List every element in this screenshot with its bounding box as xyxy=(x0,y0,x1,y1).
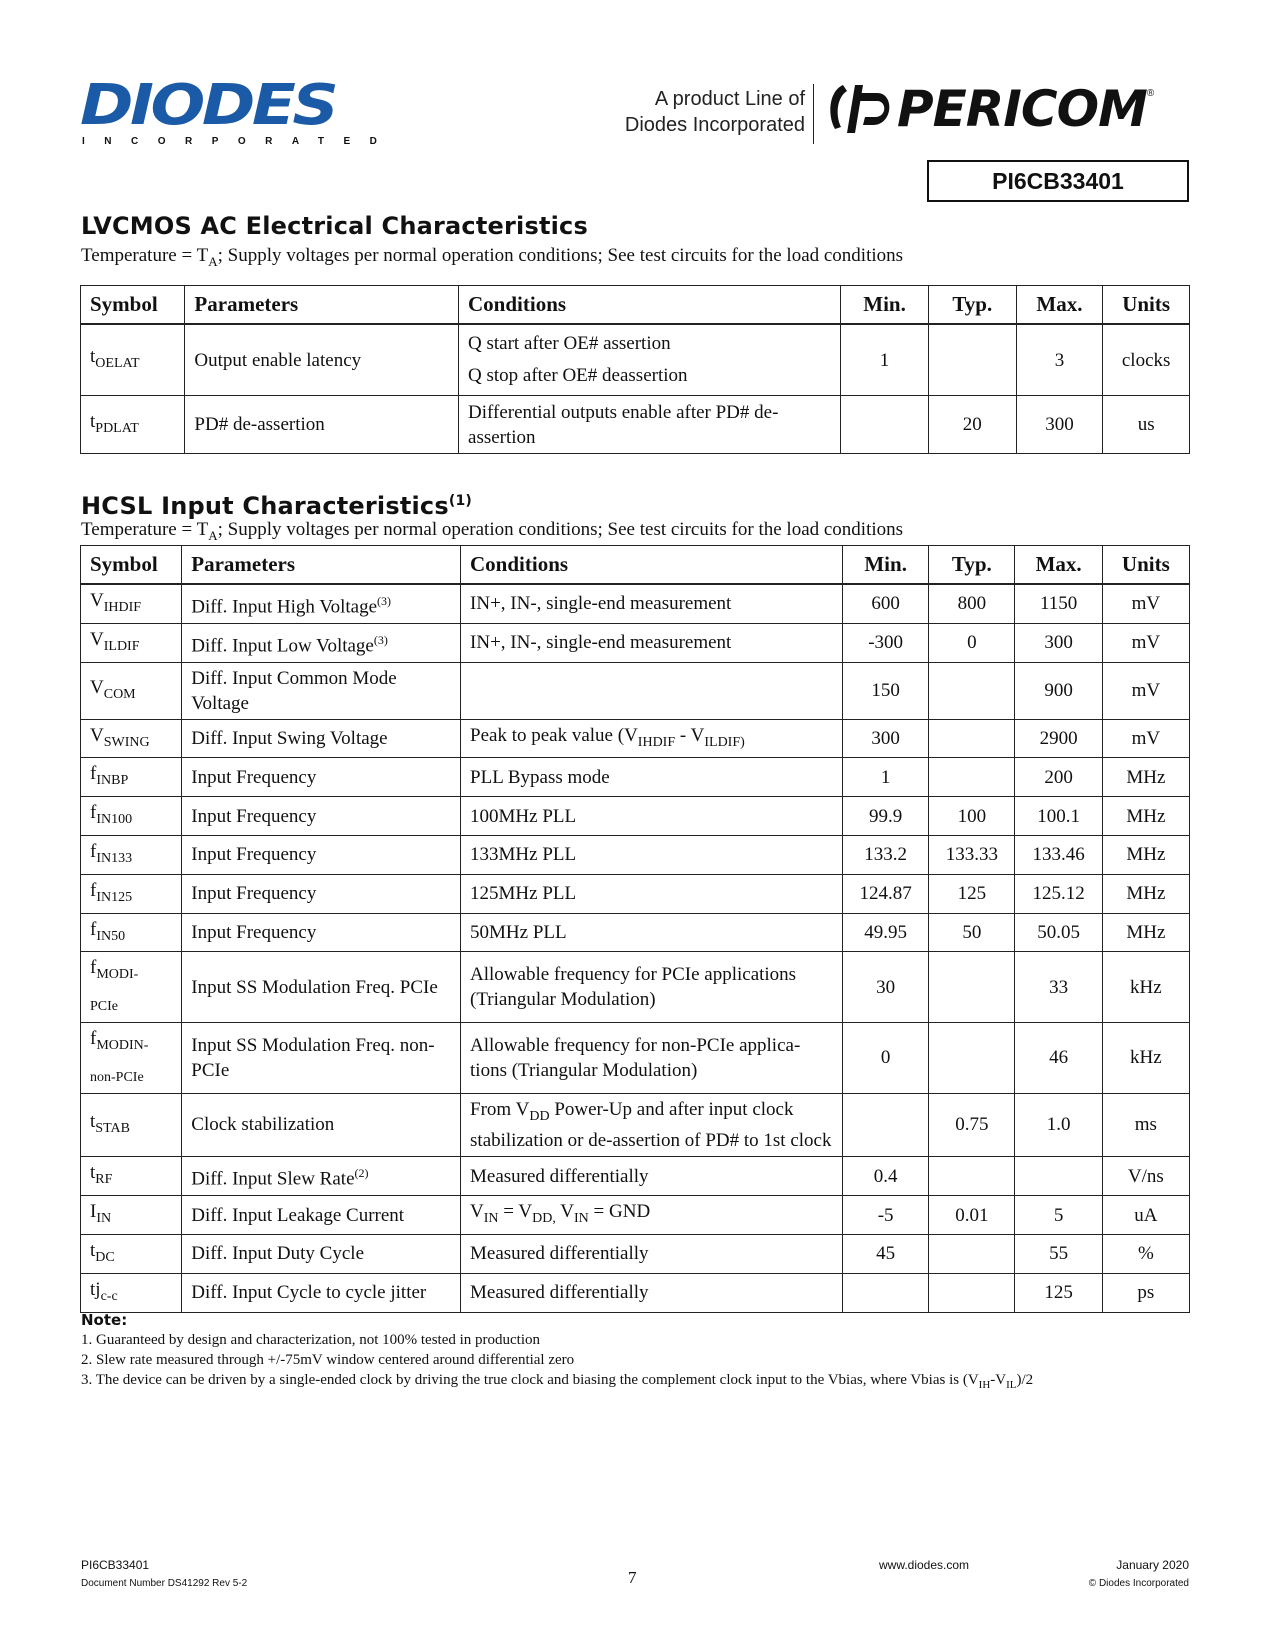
symbol-cell: $f_{IN50}$ xyxy=(81,913,182,952)
condition-cell: Allowable frequency for non-PCIe applica-tions (Triangular Modulation) xyxy=(461,1022,843,1093)
parameter-cell: Diff. Input Swing Voltage xyxy=(182,719,461,758)
typ-cell xyxy=(929,758,1015,797)
symbol-cell: $f_{MODIN-}$ $_{non-PCIe}$ xyxy=(81,1022,182,1093)
units-cell: MHz xyxy=(1102,797,1189,836)
table-row xyxy=(81,797,1190,836)
max-cell xyxy=(1015,1157,1102,1196)
typ-cell: 0.75 xyxy=(929,1093,1015,1157)
note-1: 1. Guaranteed by design and characterization, not 100% tested in production xyxy=(81,1332,541,1348)
footer-page-number: 7 xyxy=(628,1568,637,1587)
typ-cell xyxy=(929,952,1015,1023)
units-cell: % xyxy=(1102,1234,1189,1273)
table-row xyxy=(81,1022,1190,1093)
table-row xyxy=(81,1157,1190,1196)
max-cell: 133.46 xyxy=(1015,835,1102,874)
max-cell: 50.05 xyxy=(1015,913,1102,952)
parameter-cell: Clock stabilization xyxy=(182,1093,461,1157)
typ-cell: 20 xyxy=(928,396,1016,454)
product-line-1: A product Line of xyxy=(654,88,805,110)
min-cell: 1 xyxy=(843,758,929,797)
lvcmos-ac-table xyxy=(80,285,1190,454)
table-row xyxy=(81,835,1190,874)
min-cell: 300 xyxy=(843,719,929,758)
condition-cell: Allowable frequency for PCIe applications (Triangular Modulation) xyxy=(461,952,843,1023)
table-row xyxy=(81,952,1190,1023)
footer-copyright: © Diodes Incorporated xyxy=(1088,1578,1189,1589)
min-cell: 45 xyxy=(843,1234,929,1273)
symbol-cell: $tj_{c-c}$ xyxy=(81,1273,182,1312)
parameter-cell: PD# de-assertion xyxy=(185,396,459,454)
max-cell: 300 xyxy=(1015,623,1102,662)
parameter-cell: Input Frequency xyxy=(182,758,461,797)
condition-cell: 50MHz PLL xyxy=(461,913,843,952)
symbol-cell: $V_{SWING}$ xyxy=(81,719,182,758)
parameter-cell: Diff. Input Common Mode Voltage xyxy=(182,662,461,719)
units-cell: uA xyxy=(1102,1196,1189,1235)
product-line-text xyxy=(625,86,805,138)
parameter-cell: Diff. Input Slew Rate$^{(2)}$ xyxy=(182,1157,461,1196)
table-row xyxy=(81,662,1190,719)
parameter-cell: Diff. Input Low Voltage$^{(3)}$ xyxy=(182,623,461,662)
header-conditions: Conditions xyxy=(461,546,843,585)
typ-cell xyxy=(928,324,1016,396)
header-parameters: Parameters xyxy=(182,546,461,585)
units-cell: kHz xyxy=(1102,952,1189,1023)
min-cell xyxy=(843,1273,929,1312)
symbol-cell: $f_{IN133}$ xyxy=(81,835,182,874)
condition-cell xyxy=(461,662,843,719)
condition-cell: 125MHz PLL xyxy=(461,874,843,913)
table-row xyxy=(81,719,1190,758)
parameter-cell: Input SS Modulation Freq. PCIe xyxy=(182,952,461,1023)
table-header-row xyxy=(81,546,1190,585)
section1-conditions: Temperature = $T_A$; Supply voltages per normal operation conditions; See test circuits for the load conditions xyxy=(81,245,904,269)
max-cell: 125.12 xyxy=(1015,874,1102,913)
max-cell: 100.1 xyxy=(1015,797,1102,836)
units-cell: MHz xyxy=(1102,874,1189,913)
max-cell: 33 xyxy=(1015,952,1102,1023)
parameter-cell: Input Frequency xyxy=(182,797,461,836)
header-typ: Typ. xyxy=(929,546,1015,585)
footer-date: January 2020 xyxy=(1116,1558,1189,1572)
symbol-cell: $t_{STAB}$ xyxy=(81,1093,182,1157)
min-cell: 0 xyxy=(843,1022,929,1093)
typ-cell: 100 xyxy=(929,797,1015,836)
part-number-box: PI6CB33401 xyxy=(927,160,1189,202)
diodes-logo-text: DIODES xyxy=(80,73,336,138)
min-cell: 0.4 xyxy=(843,1157,929,1196)
min-cell: 1 xyxy=(841,324,929,396)
min-cell: -300 xyxy=(843,623,929,662)
typ-cell xyxy=(929,1157,1015,1196)
section2-title: HCSL Input Characteristics$^{(1)}$ xyxy=(81,492,472,520)
typ-cell xyxy=(929,662,1015,719)
notes-section xyxy=(81,1310,1033,1395)
units-cell: clocks xyxy=(1103,324,1190,396)
footer-website-link[interactable]: www.diodes.com xyxy=(879,1558,970,1572)
min-cell: -5 xyxy=(843,1196,929,1235)
units-cell: MHz xyxy=(1102,835,1189,874)
symbol-cell: $V_{COM}$ xyxy=(81,662,182,719)
typ-cell xyxy=(929,1273,1015,1312)
header-symbol: Symbol xyxy=(81,286,185,325)
note-2: 2. Slew rate measured through +/-75mV window centered around differential zero xyxy=(81,1352,575,1368)
parameter-cell: Input Frequency xyxy=(182,874,461,913)
typ-cell: 125 xyxy=(929,874,1015,913)
typ-cell xyxy=(929,1234,1015,1273)
condition-cell: Measured differentially xyxy=(461,1273,843,1312)
header-divider xyxy=(813,84,814,144)
units-cell: ps xyxy=(1102,1273,1189,1312)
diodes-logo-subtext: INCORPORATED xyxy=(82,136,397,147)
header-units: Units xyxy=(1103,286,1190,325)
typ-cell xyxy=(929,1022,1015,1093)
typ-cell: 50 xyxy=(929,913,1015,952)
typ-cell: 133.33 xyxy=(929,835,1015,874)
typ-cell xyxy=(929,719,1015,758)
table-row xyxy=(81,324,1190,396)
typ-cell: 0 xyxy=(929,623,1015,662)
symbol-cell: $f_{MODI-}$ $_{PCIe}$ xyxy=(81,952,182,1023)
symbol-cell: $t_{DC}$ xyxy=(81,1234,182,1273)
table-row xyxy=(81,874,1190,913)
section2-conditions: Temperature = $T_A$; Supply voltages per normal operation conditions; See test circuits for the load conditions xyxy=(81,519,904,543)
registered-mark: ® xyxy=(1146,88,1155,99)
parameter-cell: Diff. Input Cycle to cycle jitter xyxy=(182,1273,461,1312)
symbol-cell: $t_{PDLAT}$ xyxy=(81,396,185,454)
min-cell: 99.9 xyxy=(843,797,929,836)
table-row xyxy=(81,1273,1190,1312)
max-cell: 2900 xyxy=(1015,719,1102,758)
parameter-cell: Input Frequency xyxy=(182,835,461,874)
table-row xyxy=(81,623,1190,662)
max-cell: 200 xyxy=(1015,758,1102,797)
condition-cell: 100MHz PLL xyxy=(461,797,843,836)
table-row xyxy=(81,1093,1190,1157)
units-cell: us xyxy=(1103,396,1190,454)
condition-cell: Peak to peak value ($V_{IHDIF} - V_{ILDIF)}$ xyxy=(461,719,843,758)
condition-cell: $V_{IN} = V_{DD,}$ $V_{IN}$ = GND xyxy=(461,1196,843,1235)
min-cell: 600 xyxy=(843,584,929,623)
table-row xyxy=(81,1196,1190,1235)
condition-cell: 133MHz PLL xyxy=(461,835,843,874)
max-cell: 900 xyxy=(1015,662,1102,719)
pericom-logo-text: PERICOM xyxy=(897,80,1147,138)
table-row xyxy=(81,396,1190,454)
symbol-cell: $I_{IN}$ xyxy=(81,1196,182,1235)
table-header-row xyxy=(81,286,1190,325)
symbol-cell: $V_{ILDIF}$ xyxy=(81,623,182,662)
symbol-cell: $f_{INBP}$ xyxy=(81,758,182,797)
notes-title: Note: xyxy=(81,1311,128,1329)
table-row xyxy=(81,584,1190,623)
units-cell: MHz xyxy=(1102,758,1189,797)
units-cell: mV xyxy=(1102,623,1189,662)
header-conditions: Conditions xyxy=(459,286,841,325)
header-min: Min. xyxy=(843,546,929,585)
condition-cell: IN+, IN-, single-end measurement xyxy=(461,623,843,662)
units-cell: V/ns xyxy=(1102,1157,1189,1196)
condition-cell: Measured differentially xyxy=(461,1157,843,1196)
units-cell: kHz xyxy=(1102,1022,1189,1093)
table-row xyxy=(81,913,1190,952)
condition-cell: From $V_{DD}$ Power-Up and after input clock stabilization or de-assertion of PD# to 1st clock xyxy=(461,1093,843,1157)
min-cell: 30 xyxy=(843,952,929,1023)
max-cell: 125 xyxy=(1015,1273,1102,1312)
header-min: Min. xyxy=(841,286,929,325)
typ-cell: 0.01 xyxy=(929,1196,1015,1235)
parameter-cell: Diff. Input High Voltage$^{(3)}$ xyxy=(182,584,461,623)
units-cell: mV xyxy=(1102,584,1189,623)
hcsl-input-table xyxy=(80,545,1190,1313)
header-parameters: Parameters xyxy=(185,286,459,325)
max-cell: 3 xyxy=(1016,324,1103,396)
min-cell: 124.87 xyxy=(843,874,929,913)
section1-title: LVCMOS AC Electrical Characteristics xyxy=(81,212,588,240)
pericom-logo xyxy=(825,80,1154,138)
max-cell: 46 xyxy=(1015,1022,1102,1093)
parameter-cell: Diff. Input Leakage Current xyxy=(182,1196,461,1235)
condition-cell: Differential outputs enable after PD# de- assertion xyxy=(459,396,841,454)
min-cell xyxy=(843,1093,929,1157)
typ-cell: 800 xyxy=(929,584,1015,623)
min-cell: 49.95 xyxy=(843,913,929,952)
min-cell xyxy=(841,396,929,454)
max-cell: 5 xyxy=(1015,1196,1102,1235)
header-units: Units xyxy=(1102,546,1189,585)
condition-cell: IN+, IN-, single-end measurement xyxy=(461,584,843,623)
product-line-2: Diodes Incorporated xyxy=(624,114,805,136)
symbol-cell: $t_{OELAT}$ xyxy=(81,324,185,396)
header-symbol: Symbol xyxy=(81,546,182,585)
table-row xyxy=(81,758,1190,797)
header-max: Max. xyxy=(1016,286,1103,325)
max-cell: 1.0 xyxy=(1015,1093,1102,1157)
note-3: 3. The device can be driven by a single-ended clock by driving the true clock and biasing the complement clock input to the Vbias, where Vbias is $(V_{IH}-V_{IL})/2$ xyxy=(81,1372,1034,1391)
min-cell: 133.2 xyxy=(843,835,929,874)
symbol-cell: $t_{RF}$ xyxy=(81,1157,182,1196)
symbol-cell: $V_{IHDIF}$ xyxy=(81,584,182,623)
footer-part-number: PI6CB33401 xyxy=(81,1558,150,1572)
max-cell: 300 xyxy=(1016,396,1103,454)
condition-cell: PLL Bypass mode xyxy=(461,758,843,797)
units-cell: ms xyxy=(1102,1093,1189,1157)
units-cell: MHz xyxy=(1102,913,1189,952)
condition-cell: Q start after OE# assertion Q stop after OE# deassertion xyxy=(459,324,841,396)
pericom-mark-icon xyxy=(825,81,891,137)
parameter-cell: Output enable latency xyxy=(185,324,459,396)
min-cell: 150 xyxy=(843,662,929,719)
parameter-cell: Diff. Input Duty Cycle xyxy=(182,1234,461,1273)
footer-document-number: Document Number DS41292 Rev 5-2 xyxy=(81,1578,248,1589)
table-row xyxy=(81,1234,1190,1273)
units-cell: mV xyxy=(1102,662,1189,719)
parameter-cell: Input Frequency xyxy=(182,913,461,952)
symbol-cell: $f_{IN100}$ xyxy=(81,797,182,836)
diodes-logo xyxy=(80,73,397,147)
symbol-cell: $f_{IN125}$ xyxy=(81,874,182,913)
header-typ: Typ. xyxy=(928,286,1016,325)
units-cell: mV xyxy=(1102,719,1189,758)
max-cell: 55 xyxy=(1015,1234,1102,1273)
max-cell: 1150 xyxy=(1015,584,1102,623)
parameter-cell: Input SS Modulation Freq. non-PCIe xyxy=(182,1022,461,1093)
condition-cell: Measured differentially xyxy=(461,1234,843,1273)
header-max: Max. xyxy=(1015,546,1102,585)
